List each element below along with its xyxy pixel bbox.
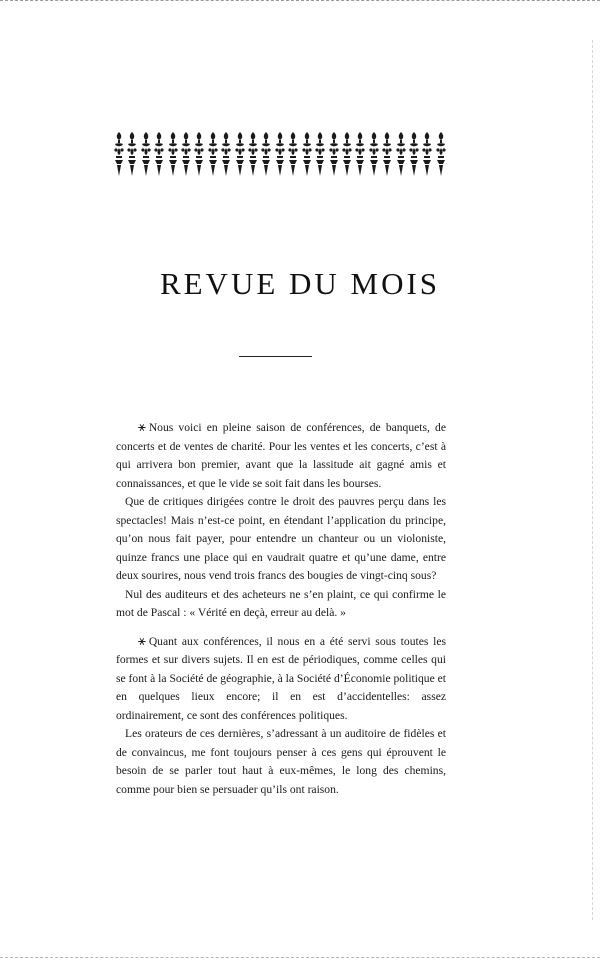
paragraph [116, 725, 446, 799]
paragraph [116, 493, 446, 586]
fleuron-icon [234, 131, 246, 177]
fleuron-icon [113, 131, 125, 177]
scan-edge-top [0, 0, 600, 7]
fleuron-icon [207, 131, 219, 177]
fleuron-icon [287, 131, 299, 177]
article-body [116, 418, 446, 799]
fleuron-border-icon [113, 131, 447, 177]
fleuron-icon [328, 131, 340, 177]
section-marker-icon: ⚹ [138, 632, 146, 648]
fleuron-icon [408, 131, 420, 177]
fleuron-icon [247, 131, 259, 177]
paragraph [116, 586, 446, 623]
fleuron-icon [126, 131, 138, 177]
paragraph-text: Que de critiques dirigées contre le droit des pauvres perçu dans les spectacles! Mais n’est-ce point, en étendant l’application du principe, qu’on nous fait payer, pour entendre un chanteur ou un violoniste, quinze francs une place qui en vaudrait quatre et qu’une dame, entre deux sourires, nous vend trois francs des bougies de vingt-cinq sous? [116, 495, 446, 582]
fleuron-icon [193, 131, 205, 177]
fleuron-icon [381, 131, 393, 177]
fleuron-icon [421, 131, 433, 177]
paragraph-text: Nul des auditeurs et des acheteurs ne s’en plaint, ce qui confirme le mot de Pascal : « Vérité en deçà, erreur au delà. » [116, 587, 446, 619]
fleuron-icon [220, 131, 232, 177]
fleuron-icon [341, 131, 353, 177]
fleuron-icon [314, 131, 326, 177]
paragraph [116, 632, 446, 726]
fleuron-icon [167, 131, 179, 177]
fleuron-icon [180, 131, 192, 177]
scan-edge-bottom [0, 957, 600, 962]
page-title: REVUE DU MOIS [159, 266, 441, 301]
fleuron-icon [435, 131, 447, 177]
fleuron-icon [354, 131, 366, 177]
fleuron-icon [153, 131, 165, 177]
section-marker-icon: ⚹ [138, 419, 146, 434]
fleuron-icon [260, 131, 272, 177]
fleuron-icon [301, 131, 313, 177]
fleuron-icon [140, 131, 152, 177]
fleuron-icon [368, 131, 380, 177]
paragraph [116, 418, 446, 493]
fleuron-icon [274, 131, 286, 177]
paragraph-text: Les orateurs de ces dernières, s’adressant à un auditoire de fidèles et de convaincus, me font toujours penser à ces gens qui éprouvent le besoin de se parler tout haut à eux-mêmes, le long des chemins, comme pour bien se persuader qu’ils ont raison. [116, 727, 446, 796]
title-rule [239, 356, 312, 357]
fleuron-icon [395, 131, 407, 177]
paragraph-text: Nous voici en pleine saison de conférences, de banquets, de concerts et de ventes de charité. Pour les ventes et les concerts, c’est à qui arrivera bon premier, avant que la lassitude ait gagné amis et connaissances, et que le vide se soit fait dans les bourses. [116, 421, 446, 490]
scan-edge-right [592, 40, 594, 920]
paragraph-text: Quant aux conférences, il nous en a été servi sous toutes les formes et sur divers sujets. Il en est de périodiques, comme celles qui se font à la Société de géographie, à la Société d’Économie politique et en quelques lieux encore; il en est d’accidentelles: assez ordinairement, ce sont des conférences politiques. [116, 634, 446, 722]
